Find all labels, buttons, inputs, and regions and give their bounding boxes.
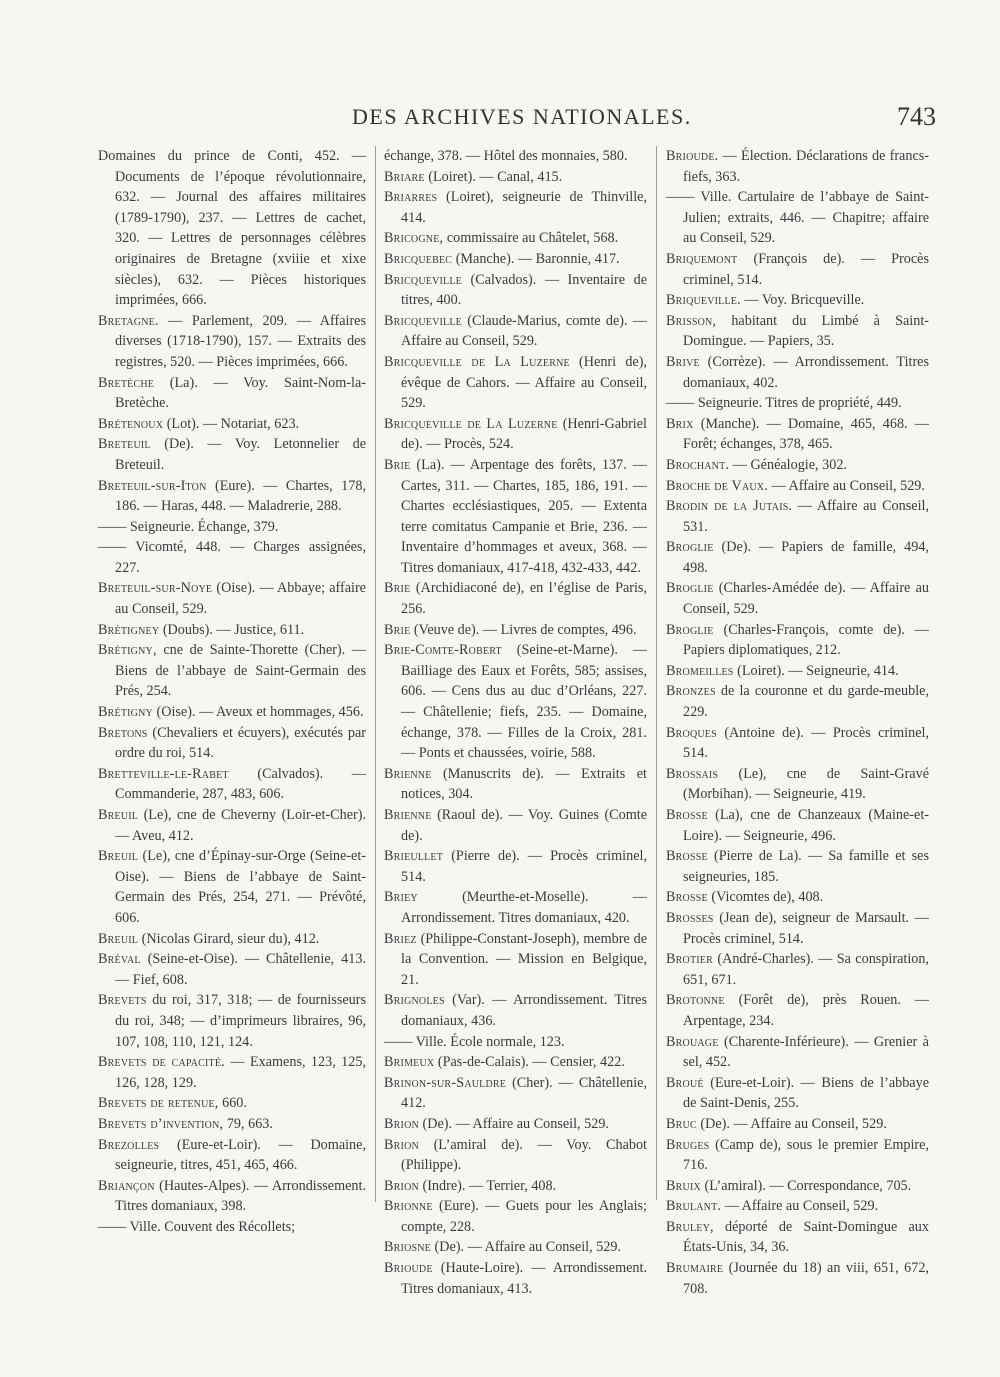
entry-headword: Breuil [98,807,139,823]
entry-headword: Brix [666,415,694,432]
entry-headword: Brie [384,580,411,597]
entry-text: (De). — Affaire au Conseil, 529. [696,1115,887,1132]
entry-text: (La), cne de Chanzeaux (Maine-et-Loire). — Seigneurie, 496. [683,807,929,844]
entry-headword: Bricogne, [384,230,444,247]
running-title: DES ARCHIVES NATIONALES. [352,104,692,129]
entry-headword: Brevets de retenue, [98,1095,219,1112]
index-entry [384,270,647,311]
index-entry [384,146,647,167]
index-entry [666,249,929,290]
index-entry [98,1093,366,1114]
index-entry [666,805,929,846]
entry-text: (Eure). — Chartes, 178, 186. — Haras, 448. — Maladrerie, 288. [115,477,366,515]
index-entry [666,949,929,990]
index-entry [666,414,929,455]
index-entry [384,1135,647,1176]
entry-text: (Raoul de). — Voy. Guines (Comte de). [401,807,647,844]
entry-headword: Bretagne. [98,312,159,329]
entry-headword: Bruley, [666,1218,714,1235]
index-entry [666,578,929,619]
entry-headword: Briey [384,889,418,906]
entry-text: —— Ville. Cartulaire de l’abbaye de Saint-Julien; extraits, 446. — Chapitre; affaire au Conseil, 529. [666,189,929,247]
entry-headword: Brossais [666,765,719,782]
index-entry [98,476,366,517]
entry-text: (Pierre de La). — Sa famille et ses seigneuries, 185. [683,848,929,885]
index-entry [384,1237,647,1258]
entry-text: (Doubs). — Justice, 611. [159,621,305,638]
entry-text: —— Ville. École normale, 123. [384,1033,565,1050]
entry-text: 79, 663. [223,1115,273,1132]
entry-headword: Briquemont [666,250,738,267]
index-entry [98,1114,366,1135]
index-entry [98,1052,366,1093]
index-entry [666,352,929,393]
entry-text: (Manche). — Domaine, 465, 468. — Forêt; échanges, 378, 465. [683,415,929,453]
entry-text: (Haute-Loire). — Arrondissement. Titres domaniaux, 413. [401,1260,647,1297]
entry-headword: Broques [666,724,717,741]
index-entry [98,414,366,435]
entry-headword: Bruc [666,1115,697,1132]
entry-headword: Brochant. [666,456,730,473]
index-entry [384,929,647,991]
entry-headword: Brie [384,621,411,638]
entry-headword: Brignoles [384,992,445,1009]
entry-headword: Brodin de la Jutais. [666,498,793,515]
entry-headword: Brevets de capacité. [98,1054,225,1071]
entry-text: (Vicomtes de), 408. [707,889,824,906]
entry-text: (Calvados). — Commanderie, 287, 483, 606. [115,765,366,803]
entry-text: (Archidiaconé de), en l’église de Paris, 256. [401,580,647,618]
entry-headword: Brezolles [98,1136,160,1153]
entry-text: (André-Charles). — Sa conspiration, 651, 671. [683,951,929,988]
entry-headword: Briare [384,168,425,185]
index-entry [384,187,647,228]
entry-headword: Bricqueville [384,271,462,288]
entry-text: (Camp de), sous le premier Empire, 716. [683,1136,929,1174]
index-entry [666,496,929,537]
entry-headword: Brionne [384,1198,433,1215]
entry-text: (Eure-et-Loir). — Biens de l’abbaye de Saint-Denis, 255. [683,1074,929,1112]
entry-headword: Brosse [666,807,708,823]
entry-headword: Briqueville. [666,292,741,309]
entry-headword: Bretèche [98,374,155,391]
index-entry [384,1258,647,1299]
entry-headword: Brulant. [666,1198,722,1215]
entry-headword: Bretons [98,724,148,741]
index-entry [98,702,366,723]
entry-headword: Brioude. [666,148,719,164]
index-entry [666,1032,929,1073]
entry-headword: Breteuil-sur-Noye [98,580,213,597]
entry-headword: Brieullet [384,848,444,865]
index-entry [98,640,366,702]
entry-text: (Charles-François, comte de). — Papiers diplomatiques, 212. [683,621,929,659]
entry-headword: Brumaire [666,1260,724,1277]
entry-text: (Le), cne de Saint-Gravé (Morbihan). — Seigneurie, 419. [683,765,929,803]
entry-text: habitant du Limbé à Saint-Domingue. — Papiers, 35. [683,312,929,350]
index-entry [384,1114,647,1135]
entry-text: (Manche). — Baronnie, 417. [452,250,620,267]
index-entry [98,578,366,619]
column-divider [375,146,376,1202]
entry-text: (Meurthe-et-Moselle). — Arrondissement. Titres domaniaux, 420. [401,889,647,926]
index-entry [98,311,366,373]
index-entry [384,764,647,805]
entry-text: (Corrèze). — Arrondissement. Titres domaniaux, 402. [683,353,929,391]
index-entry [666,290,929,311]
entry-headword: Bronzes [666,683,716,700]
entry-headword: Brétigny [98,704,153,721]
entry-text: (La). — Voy. Saint-Nom-la-Bretèche. [115,374,366,412]
page-number: 743 [897,102,936,131]
entry-text: (Var). — Arrondissement. Titres domaniaux, 436. [401,992,647,1029]
entry-text: — Affaire au Conseil, 529. [767,477,925,494]
entry-text: — Affaire au Conseil, 529. [721,1198,879,1215]
entry-text: (Manuscrits de). — Extraits et notices, 304. [401,765,647,803]
entry-text: — Voy. Bricqueville. [740,292,865,309]
index-entry [384,990,647,1031]
entry-headword: Breuil [98,848,139,865]
entry-text: déporté de Saint-Domingue aux États-Unis, 34, 36. [683,1218,929,1256]
entry-headword: Brosse [666,889,708,906]
index-entry [666,764,929,805]
entry-text: (Nicolas Girard, sieur du), 412. [138,930,320,947]
index-entry [98,146,366,311]
index-entry [666,887,929,908]
entry-text: (Henri de), évêque de Cahors. — Affaire au Conseil, 529. [401,353,647,412]
entry-headword: Broche de Vaux. [666,477,768,494]
entry-headword: Brevets d’invention, [98,1115,224,1132]
entry-text: (De). — Affaire au Conseil, 529. [430,1239,622,1256]
entry-text: — Examens, 123, 125, 126, 128, 129. [115,1054,366,1091]
index-entry [98,805,366,846]
index-entry [384,1176,647,1197]
entry-text: — Élection. Déclarations de francs-fiefs, 363. [683,148,929,185]
index-entry [98,620,366,641]
entry-headword: Brienne [384,765,432,782]
index-entry [384,167,647,188]
entry-headword: Brevets [98,992,147,1009]
entry-text: (Loiret). — Canal, 415. [424,168,563,185]
entry-headword: Brétigney [98,621,160,638]
entry-text: (Calvados). — Inventaire de titres, 400. [401,271,647,309]
entry-text: (Pas-de-Calais). — Censier, 422. [434,1054,625,1071]
entry-headword: Brive [666,353,700,370]
entry-text: (Forêt de), près Rouen. — Arpentage, 234. [683,992,929,1029]
index-entry [384,1052,647,1073]
entry-headword: Brotonne [666,992,725,1009]
index-entry [98,764,366,805]
index-entry [98,537,366,578]
index-entry [666,1196,929,1217]
index-entry [384,620,647,641]
index-entry [98,517,366,538]
entry-text: (Claude-Marius, comte de). — Affaire au Conseil, 529. [401,312,647,350]
entry-headword: Breteuil [98,436,151,453]
entry-text: (De). — Voy. Letonnelier de Breteuil. [115,436,366,473]
index-entry [666,1217,929,1258]
entry-text: —— Ville. Couvent des Récollets; [98,1218,296,1235]
entry-headword: Bricqueville de La Luzerne [384,353,570,370]
index-entry [384,1196,647,1237]
index-entry [666,1114,929,1135]
entry-headword: Brioude [384,1260,433,1277]
index-entry [666,476,929,497]
entry-text: (Eure-et-Loir). — Domaine, seigneurie, titres, 451, 465, 466. [115,1136,366,1174]
entry-headword: Brimeux [384,1054,435,1071]
entry-text: (Seine-et-Marne). — Bailliage des Eaux et Forêts, 585; assises, 606. — Cens dus au duc d’Orléans, 227. — Châtellenie; fiefs, 235. — Domaine, échange, 378. — Filles de la Croix, 281. — Ponts et chaussées, voirie, 588. [401,642,647,762]
entry-text: (Charles-Amédée de). — Affaire au Conseil, 529. [683,580,929,618]
index-entry [666,723,929,764]
entry-text: (Eure). — Guets pour les Anglais; compte, 228. [401,1198,647,1235]
index-entry [98,723,366,764]
entry-headword: Bricqueville [384,312,462,329]
index-entry [384,414,647,455]
page-header [0,104,1000,140]
entry-headword: Brion [384,1136,419,1153]
entry-text: (Le), cne d’Épinay-sur-Orge (Seine-et-Oise). — Biens de l’abbaye de Saint-Germain des Prés, 254, 271. — Prévôté, 606. [115,848,366,926]
entry-text: (Seine-et-Oise). — Châtellenie, 413. — Fief, 608. [115,951,366,988]
index-entry [98,990,366,1052]
entry-text: — Généalogie, 302. [729,456,847,473]
entry-headword: Brétigny, [98,642,157,659]
index-entry [666,661,929,682]
index-entry [666,311,929,352]
entry-headword: Bricquebec [384,250,453,267]
entry-text: (Charente-Inférieure). — Grenier à sel, 452. [683,1033,929,1071]
entry-text: (Philippe-Constant-Joseph), membre de la Convention. — Mission en Belgique, 21. [401,930,647,988]
entry-text: Domaines du prince de Conti, 452. — Documents de l’époque révolutionnaire, 632. — Journal des affaires militaires (1789-1790), 237. — Lettres de cachet, 320. — Lettres de personnages célèbres originaires de Bretagne (xviiie et xixe siècles), 632. — Pièces historiques imprimées, 666. [98,148,366,309]
index-entry [98,929,366,950]
entry-text: (Antoine de). — Procès criminel, 514. [683,724,929,762]
entry-headword: Bruges [666,1136,710,1153]
entry-headword: Briosne [384,1239,431,1256]
index-entry [98,1176,366,1217]
entry-text: (Lot). — Notariat, 623. [163,415,300,432]
index-entry [666,908,929,949]
index-entry [98,1217,366,1238]
index-entry [384,640,647,764]
entry-text: (Loiret). — Seigneurie, 414. [733,662,899,679]
entry-text: (La). — Arpentage des forêts, 137. — Cartes, 311. — Chartes, 185, 186, 191. — Chartes ecclésiastiques, 205. — Extenta terre comitatus Campanie et Brie, 236. — Inventaire d’hommages et aveux, 368. — Titres domaniaux, 417-418, 432-433, 442. [401,456,647,576]
index-entry [666,187,929,249]
index-entry [666,537,929,578]
entry-headword: Bruix [666,1177,701,1194]
entry-text: (Pierre de). — Procès criminel, 514. [401,848,647,885]
index-entry [666,681,929,722]
entry-headword: Brosse [666,848,708,865]
entry-headword: Broglie [666,539,714,556]
entry-text: (Le), cne de Cheverny (Loir-et-Cher). — Aveu, 412. [115,807,366,844]
index-entry [384,1073,647,1114]
entry-headword: Bretteville-le-Rabet [98,765,229,782]
entry-text: (Oise). — Abbaye; affaire au Conseil, 529. [115,580,366,618]
entry-text: (Loiret), seigneurie de Thinville, 414. [401,189,647,226]
entry-headword: Brosses [666,909,714,926]
entry-text: du roi, 317, 318; — de fournisseurs du roi, 348; — d’imprimeurs libraires, 96, 107, 108, 110, 121, 124. [115,992,366,1050]
index-entry [666,393,929,414]
entry-headword: Brouage [666,1033,719,1050]
entry-text: (Veuve de). — Livres de comptes, 496. [410,621,637,638]
entry-text: —— Vicomté, 448. — Charges assignées, 227. [98,539,366,576]
entry-headword: Briez [384,930,417,947]
index-entry [98,434,366,475]
entry-headword: Brie [384,456,411,473]
index-column-2 [384,146,647,1299]
entry-text: (L’amiral). — Correspondance, 705. [700,1177,912,1194]
index-entry [384,1032,647,1053]
entry-headword: Breuil [98,930,139,947]
index-entry [384,805,647,846]
entry-text: (De). — Papiers de famille, 494, 498. [683,539,929,576]
entry-text: (Henri-Gabriel de). — Procès, 524. [401,415,647,453]
index-entry [666,620,929,661]
entry-headword: Bréval [98,951,141,968]
entry-headword: Brotier [666,951,713,968]
entry-headword: Bromeilles [666,662,734,679]
entry-text: —— Seigneurie. Titres de propriété, 449. [666,395,902,412]
entry-headword: Brinon-sur-Sauldre [384,1074,507,1091]
entry-text: (Chevaliers et écuyers), exécutés par ordre du roi, 514. [115,724,366,762]
entry-headword: Briançon [98,1177,155,1194]
index-entry [384,352,647,414]
entry-text: cne de Sainte-Thorette (Cher). — Biens de l’abbaye de Saint-Germain des Prés, 254. [115,642,366,700]
entry-headword: Broué [666,1074,704,1091]
entry-headword: Breteuil-sur-Iton [98,477,207,494]
index-entry [384,455,647,579]
index-entry [666,1176,929,1197]
index-entry [384,578,647,619]
index-entry [666,146,929,187]
index-entry [384,228,647,249]
entry-headword: Briarres [384,189,438,206]
entry-headword: Brion [384,1177,419,1194]
entry-text: échange, 378. — Hôtel des monnaies, 580. [384,148,628,164]
index-entry [98,1135,366,1176]
entry-text: (Indre). — Terrier, 408. [418,1177,557,1194]
entry-text: commissaire au Châtelet, 568. [443,230,619,247]
entry-text: 660. [218,1095,247,1112]
entry-text: de la couronne et du garde-meuble, 229. [683,683,929,721]
entry-headword: Brienne [384,807,432,823]
index-column-3 [666,146,929,1299]
index-entry [384,249,647,270]
entry-headword: Broglie [666,621,714,638]
index-entry [666,1073,929,1114]
index-entry [98,949,366,990]
entry-text: — Parlement, 209. — Affaires diverses (1718-1790), 157. — Extraits des registres, 520. — Pièces imprimées, 666. [115,312,366,370]
index-entry [384,311,647,352]
entry-text: (Hautes-Alpes). — Arrondissement. Titres domaniaux, 398. [115,1177,366,1215]
index-entry [666,990,929,1031]
entry-text: — Affaire au Conseil, 531. [683,498,929,535]
entry-text: (Journée du 18) an viii, 651, 672, 708. [683,1260,929,1297]
index-entry [666,455,929,476]
entry-text: (De). — Affaire au Conseil, 529. [418,1115,609,1132]
index-entry [98,846,366,928]
entry-headword: Brion [384,1115,419,1132]
index-column-1 [98,146,366,1237]
index-entry [666,846,929,887]
column-divider [656,146,657,1200]
entry-headword: Brétenoux [98,415,164,432]
index-entry [98,373,366,414]
index-entry [384,887,647,928]
entry-text: (Cher). — Châtellenie, 412. [401,1074,647,1112]
entry-headword: Bricqueville de La Luzerne [384,415,558,432]
entry-text: —— Seigneurie. Échange, 379. [98,518,279,535]
index-entry [384,846,647,887]
entry-text: (Jean de), seigneur de Marsault. — Procès criminel, 514. [683,909,929,947]
entry-text: (François de). — Procès criminel, 514. [683,250,929,288]
entry-headword: Brisson, [666,312,717,329]
entry-headword: Broglie [666,580,714,597]
entry-text: (L’amiral de). — Voy. Chabot (Philippe). [401,1136,647,1174]
entry-headword: Brie-Comte-Robert [384,642,502,659]
index-entry [666,1258,929,1299]
index-entry [666,1135,929,1176]
entry-text: (Oise). — Aveux et hommages, 456. [152,704,364,721]
